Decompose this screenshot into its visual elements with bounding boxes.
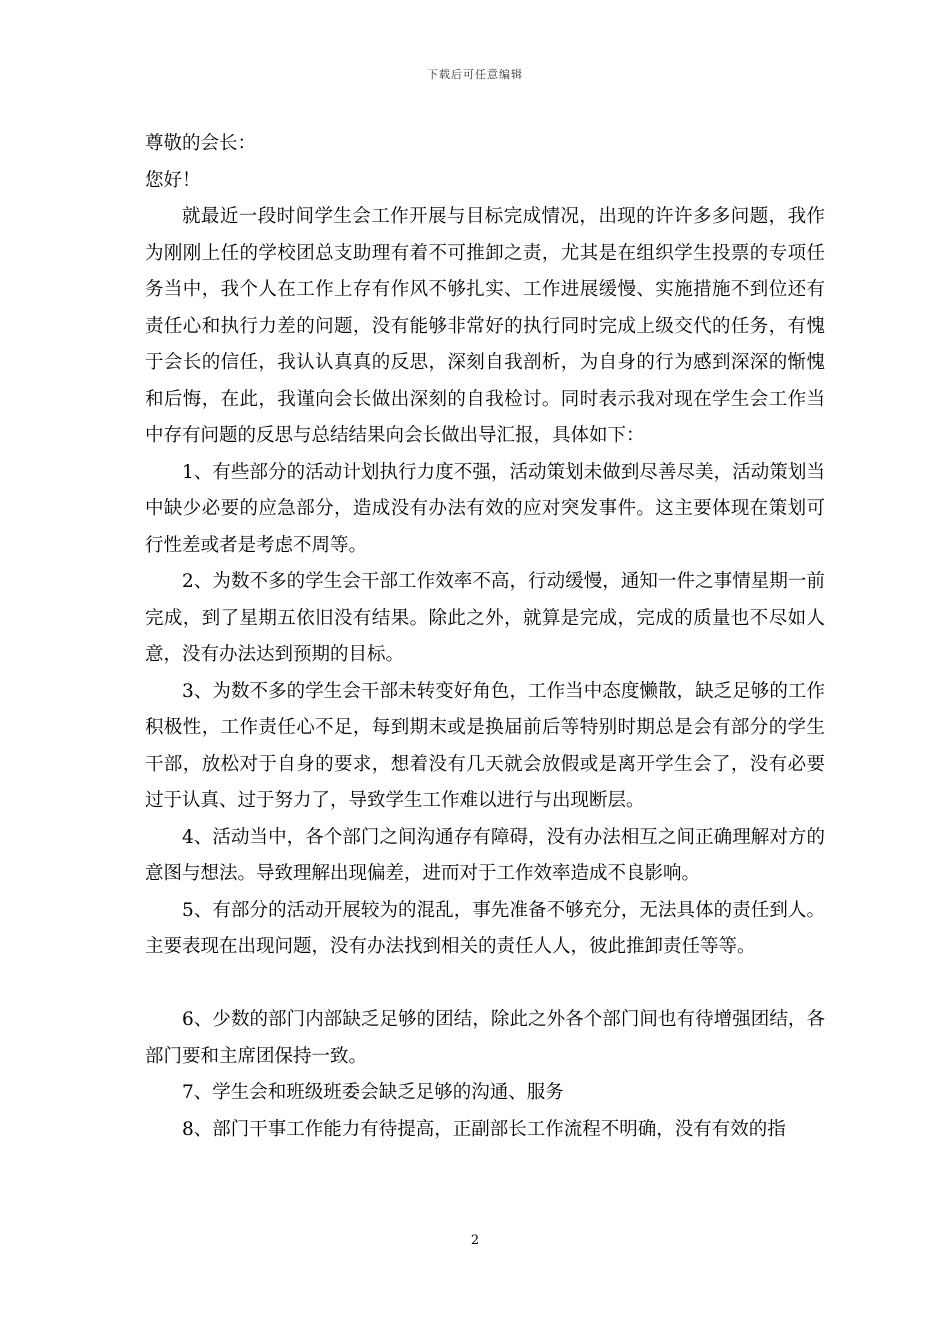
list-item-4: 4、活动当中，各个部门之间沟通存有障碍，没有办法相互之间正确理解对方的意图与想法。导致理解出现偏差，进而对于工作效率造成不良影响。 — [145, 826, 825, 884]
list-item-1: 1、有些部分的活动计划执行力度不强，活动策划未做到尽善尽美，活动策划当中缺少必要的应急部分，造成没有办法有效的应对突发事件。这主要体现在策划可行性差或者是考虑不周等。 — [145, 461, 825, 556]
intro-paragraph: 就最近一段时间学生会工作开展与目标完成情况，出现的许许多多问题，我作为刚刚上任的学校团总支助理有着不可推卸之责，尤其是在组织学生投票的专项任务当中，我个人在工作上存有作风不够扎实、工作进展缓慢、实施措施不到位还有责任心和执行力差的问题，没有能够非常好的执行同时完成上级交代的任务，有愧于会长的信任，我认认真真的反思，深刻自我剖析，为自身的行为感到深深的惭愧和后悔，在此，我谨向会长做出深刻的自我检讨。同时表示我对现在学生会工作当中存有问题的反思与总结结果向会长做出导汇报，具体如下： — [145, 206, 825, 446]
greeting: 您好！ — [145, 169, 201, 191]
salutation: 尊敬的会长： — [145, 133, 257, 154]
list-item-6: 6、少数的部门内部缺乏足够的团结，除此之外各个部门间也有待增强团结，各部门要和主席团保持一致。 — [145, 1009, 825, 1067]
list-item-8: 8、部门干事工作能力有待提高，正副部长工作流程不明确，没有有效的指 — [182, 1118, 786, 1140]
letter-body — [145, 126, 825, 1148]
list-item-5: 5、有部分的活动开展较为的混乱，事先准备不够充分，无法具体的责任到人。主要表现在出现问题，没有办法找到相关的责任人人，彼此推卸责任等等。 — [145, 899, 825, 957]
list-item-2: 2、为数不多的学生会干部工作效率不高，行动缓慢，通知一件之事情星期一前完成，到了星期五依旧没有结果。除此之外，就算是完成，完成的质量也不尽如人意，没有办法达到预期的目标。 — [145, 571, 825, 665]
list-item-7: 7、学生会和班级班委会缺乏足够的沟通、服务 — [182, 1082, 564, 1103]
list-item-3: 3、为数不多的学生会干部未转变好角色，工作当中态度懒散，缺乏足够的工作积极性，工作责任心不足，每到期末或是换届前后等特别时期总是会有部分的学生干部，放松对于自身的要求，想着没有几天就会放假或是离开学生会了，没有必要过于认真、过于努力了，导致学生工作难以进行与出现断层。 — [145, 680, 825, 811]
paragraph-gap — [145, 966, 825, 1003]
page-header: 下载后可任意编辑 — [427, 68, 523, 81]
page-number: 2 — [470, 1233, 480, 1248]
